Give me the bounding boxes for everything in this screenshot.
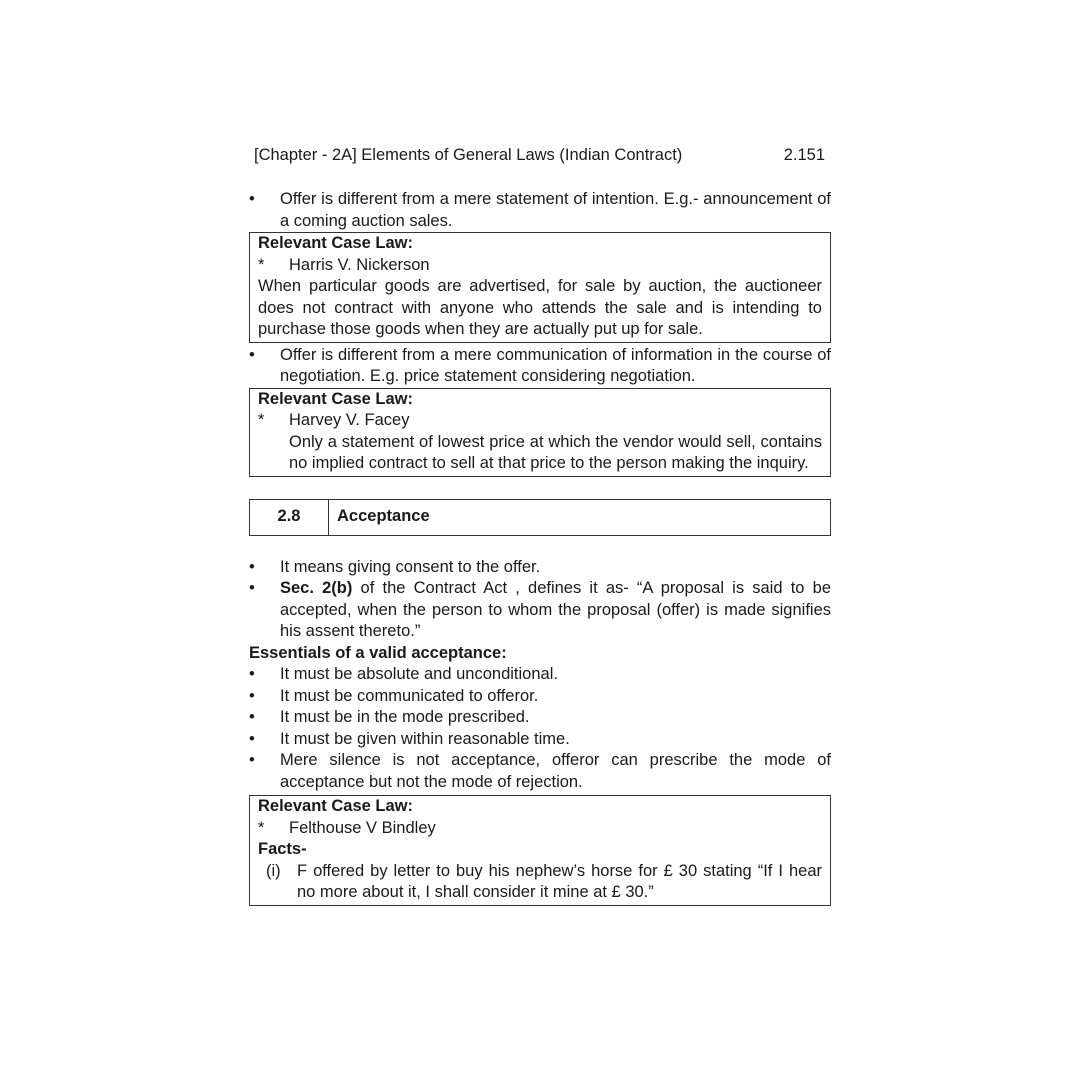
case-law-heading: Relevant Case Law: (258, 797, 413, 815)
essential-text: Mere silence is not acceptance, offeror can prescribe the mode of acceptance but not the mode of rejection. (280, 751, 831, 791)
facts-item-text: F offered by letter to buy his nephew’s horse for £ 30 stating “If I hear no more about it, I shall consider it mine at £ 30.” (297, 861, 822, 901)
section-heading-table (249, 499, 831, 536)
facts-item (258, 861, 822, 904)
case-description: When particular goods are advertised, for sale by auction, the auctioneer does not contract with anyone who attends the sale and is intending to purchase those goods when they are actually put up for sale. (258, 277, 822, 338)
bullet-item-statement-of-intention (249, 189, 831, 232)
asterisk-icon: * (258, 255, 265, 274)
essentials-heading: Essentials of a valid acceptance: (249, 643, 507, 662)
bullet-item-communication-of-information (249, 345, 831, 388)
bullet-text: It means giving consent to the offer. (280, 557, 541, 576)
facts-heading: Facts- (258, 840, 307, 858)
essential-text: It must be absolute and unconditional. (280, 665, 558, 683)
essential-item (249, 750, 831, 793)
essential-text: It must be in the mode prescribed. (280, 708, 530, 726)
bullet-icon: • (249, 579, 255, 597)
essential-item (249, 729, 831, 751)
case-description: Only a statement of lowest price at which the vendor would sell, contains no implied contract to sell at that price to the person making the inquiry. (289, 432, 822, 472)
case-name-item (258, 818, 822, 840)
case-law-box-felthouse (249, 795, 831, 906)
bullet-icon: • (249, 751, 255, 769)
section-title: Acceptance (337, 507, 430, 526)
bullet-icon: • (249, 686, 255, 705)
bullet-icon: • (249, 708, 255, 726)
bullet-text: Offer is different from a mere communication of information in the course of negotiation. E.g. price statement considering negotiation. (280, 345, 831, 385)
bullet-icon: • (249, 190, 255, 208)
essential-text: It must be given within reasonable time. (280, 729, 570, 748)
page-number: 2.151 (783, 146, 825, 164)
case-law-box-harvey (249, 388, 831, 477)
chapter-title: [Chapter - 2A] Elements of General Laws (Indian Contract) (254, 146, 683, 164)
essential-item (249, 664, 831, 686)
case-name: Harvey V. Facey (289, 411, 410, 429)
section-reference: Sec. 2(b) (280, 579, 353, 597)
case-name-item (258, 410, 822, 432)
bullet-icon: • (249, 557, 255, 576)
asterisk-icon: * (258, 411, 265, 429)
facts-item-label: (i) (266, 861, 281, 880)
section-number: 2.8 (250, 500, 329, 535)
bullet-icon: • (249, 729, 255, 748)
bullet-item-definition (249, 578, 831, 643)
case-law-box-harris (249, 232, 831, 343)
bullet-item-meaning (249, 557, 831, 579)
bullet-icon: • (249, 665, 255, 683)
case-law-heading: Relevant Case Law: (258, 234, 413, 252)
asterisk-icon: * (258, 818, 265, 837)
essential-item (249, 707, 831, 729)
page-header (254, 145, 831, 167)
bullet-icon: • (249, 345, 255, 364)
case-law-heading: Relevant Case Law: (258, 389, 413, 408)
document-page (249, 145, 831, 906)
bullet-text: Offer is different from a mere statement of intention. E.g.- announcement of a coming auction sales. (280, 190, 831, 230)
essential-item (249, 686, 831, 708)
case-name: Felthouse V Bindley (289, 818, 436, 837)
case-name-item (258, 255, 822, 277)
case-name: Harris V. Nickerson (289, 255, 430, 274)
essential-text: It must be communicated to offeror. (280, 686, 539, 705)
bullet-text: of the Contract Act , defines it as- “A proposal is said to be accepted, when the person to whom the proposal (offer) is made signifies his assent thereto.” (280, 579, 831, 640)
